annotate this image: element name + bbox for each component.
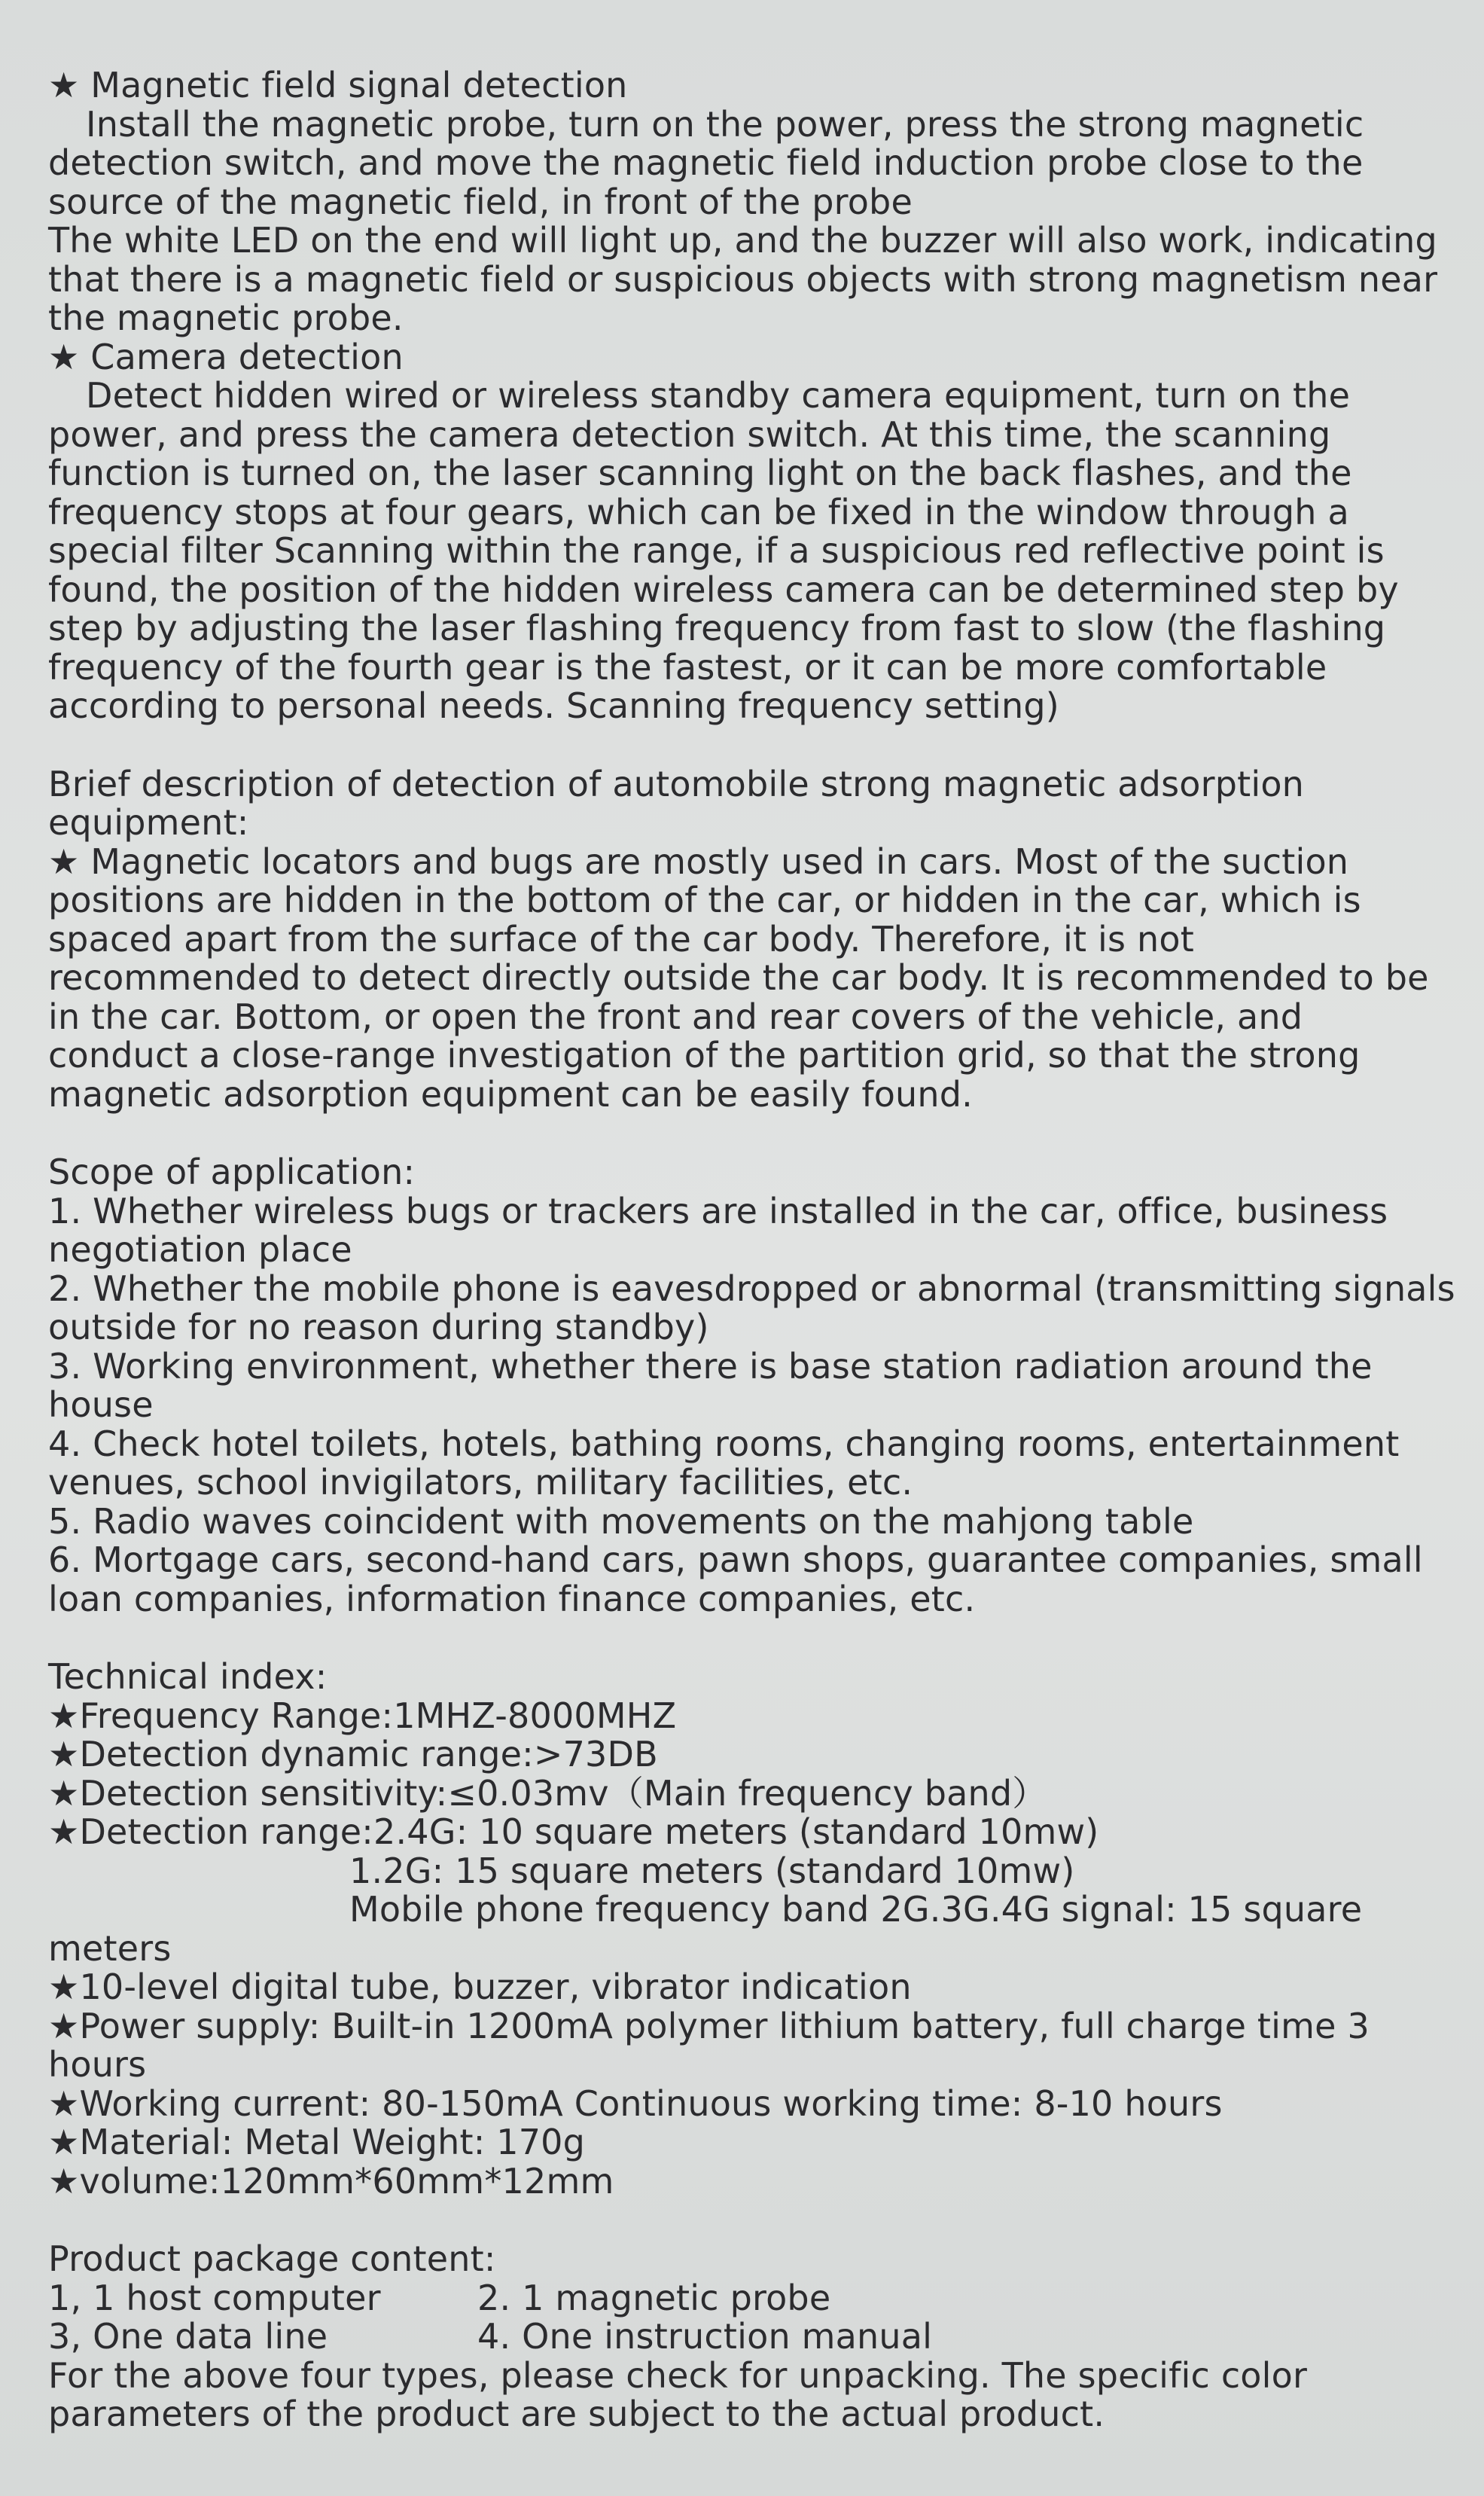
package-item: 3, One data line: [48, 2316, 328, 2357]
camera-line: found, the position of the hidden wireless camera can be determined step by: [48, 569, 1399, 610]
package-item: 1, 1 host computer: [48, 2277, 381, 2318]
technical-section: [48, 1658, 1439, 2201]
automobile-line: magnetic adsorption equipment can be easily found.: [48, 1073, 973, 1115]
package-note: For the above four types, please check for unpacking. The specific color: [48, 2354, 1308, 2396]
automobile-line: conduct a close-range investigation of the partition grid, so that the strong: [48, 1035, 1361, 1076]
automobile-line: equipment:: [48, 802, 249, 843]
section-gap: [48, 1114, 1439, 1153]
scope-line: house: [48, 1384, 154, 1425]
scope-line: Scope of application:: [48, 1152, 416, 1192]
package-item: 2. 1 magnetic probe: [477, 2277, 831, 2318]
scope-line: 2. Whether the mobile phone is eavesdropped or abnormal (transmitting signals: [48, 1268, 1455, 1309]
automobile-line: recommended to detect directly outside the car body. It is recommended to be: [48, 957, 1429, 998]
spec-dynamic-range: ★Detection dynamic range:>73DB: [48, 1734, 658, 1774]
scope-line: negotiation place: [48, 1229, 352, 1270]
spec-detection-range: 1.2G: 15 square meters (standard 10mw): [349, 1850, 1075, 1891]
scope-line: 4. Check hotel toilets, hotels, bathing rooms, changing rooms, entertainment: [48, 1423, 1400, 1464]
automobile-line: spaced apart from the surface of the car body. Therefore, it is not: [48, 918, 1194, 960]
package-item: 4. One instruction manual: [477, 2316, 933, 2357]
camera-section: [48, 338, 1439, 726]
package-row: [48, 2317, 1439, 2357]
package-row: [48, 2279, 1439, 2318]
camera-line: frequency stops at four gears, which can be fixed in the window through a: [48, 491, 1349, 532]
magnetic-line: source of the magnetic field, in front of the probe: [48, 181, 913, 222]
spec-volume: ★volume:120mm*60mm*12mm: [48, 2160, 614, 2202]
automobile-line: ★ Magnetic locators and bugs are mostly used in cars. Most of the suction: [48, 841, 1349, 882]
camera-line: power, and press the camera detection switch. At this time, the scanning: [48, 413, 1331, 455]
camera-line: according to personal needs. Scanning frequency setting): [48, 685, 1059, 726]
camera-line: special filter Scanning within the range, if a suspicious red reflective point is: [48, 530, 1385, 571]
package-heading: Product package content:: [48, 2238, 496, 2279]
spec-working-current: ★Working current: 80-150mA Continuous working time: 8-10 hours: [48, 2083, 1223, 2124]
spec-indication: ★10-level digital tube, buzzer, vibrator indication: [48, 1967, 912, 2007]
spec-detection-range: Mobile phone frequency band 2G.3G.4G signal: 15 square: [349, 1889, 1363, 1930]
spec-detection-range: meters: [48, 1927, 172, 1969]
scope-line: 3. Working environment, whether there is base station radiation around the: [48, 1345, 1373, 1387]
magnetic-line: the magnetic probe.: [48, 298, 404, 338]
scope-line: venues, school invigilators, military facilities, etc.: [48, 1462, 913, 1503]
camera-line: Detect hidden wired or wireless standby camera equipment, turn on the: [86, 375, 1351, 416]
technical-heading: Technical index:: [48, 1656, 328, 1697]
magnetic-line: Install the magnetic probe, turn on the power, press the strong magnetic: [86, 103, 1364, 145]
magnetic-heading: ★ Magnetic field signal detection: [48, 65, 628, 105]
magnetic-section: [48, 66, 1439, 338]
magnetic-line: that there is a magnetic field or suspicious objects with strong magnetism near: [48, 258, 1438, 300]
spec-power-supply: ★Power supply: Built-in 1200mA polymer lithium battery, full charge time 3: [48, 2005, 1370, 2046]
camera-heading: ★ Camera detection: [48, 336, 404, 377]
magnetic-line: The white LED on the end will light up, and the buzzer will also work, indicating: [48, 220, 1437, 261]
section-gap: [48, 726, 1439, 765]
spec-material: ★Material: Metal Weight: 170g: [48, 2122, 586, 2162]
scope-line: loan companies, information finance companies, etc.: [48, 1578, 976, 1619]
package-note: parameters of the product are subject to the actual product.: [48, 2394, 1105, 2434]
scope-line: 5. Radio waves coincident with movements on the mahjong table: [48, 1500, 1194, 1542]
spec-sensitivity: ★Detection sensitivity:≤0.03mv（Main frequency band）: [48, 1772, 1047, 1814]
spec-frequency: ★Frequency Range:1MHZ-8000MHZ: [48, 1695, 677, 1736]
automobile-line: Brief description of detection of automobile strong magnetic adsorption: [48, 763, 1305, 804]
magnetic-line: detection switch, and move the magnetic field induction probe close to the: [48, 142, 1364, 183]
automobile-line: in the car. Bottom, or open the front and rear covers of the vehicle, and: [48, 996, 1303, 1037]
spec-power-supply: hours: [48, 2044, 147, 2085]
scope-section: [48, 1152, 1455, 1619]
camera-line: function is turned on, the laser scanning light on the back flashes, and the: [48, 453, 1352, 493]
scope-line: outside for no reason during standby): [48, 1307, 709, 1347]
scope-line: 1. Whether wireless bugs or trackers are installed in the car, office, business: [48, 1190, 1388, 1231]
section-gap: [48, 2201, 1439, 2240]
camera-line: frequency of the fourth gear is the fastest, or it can be more comfortable: [48, 646, 1327, 688]
scope-line: 6. Mortgage cars, second-hand cars, pawn shops, guarantee companies, small: [48, 1539, 1423, 1580]
section-gap: [48, 1619, 1439, 1658]
spec-detection-range: ★Detection range:2.4G: 10 square meters (standard 10mw): [48, 1811, 1099, 1852]
automobile-section: [48, 765, 1439, 1115]
automobile-line: positions are hidden in the bottom of the car, or hidden in the car, which is: [48, 880, 1361, 920]
package-section: [48, 2240, 1439, 2434]
camera-line: step by adjusting the laser flashing frequency from fast to slow (the flashing: [48, 608, 1386, 648]
